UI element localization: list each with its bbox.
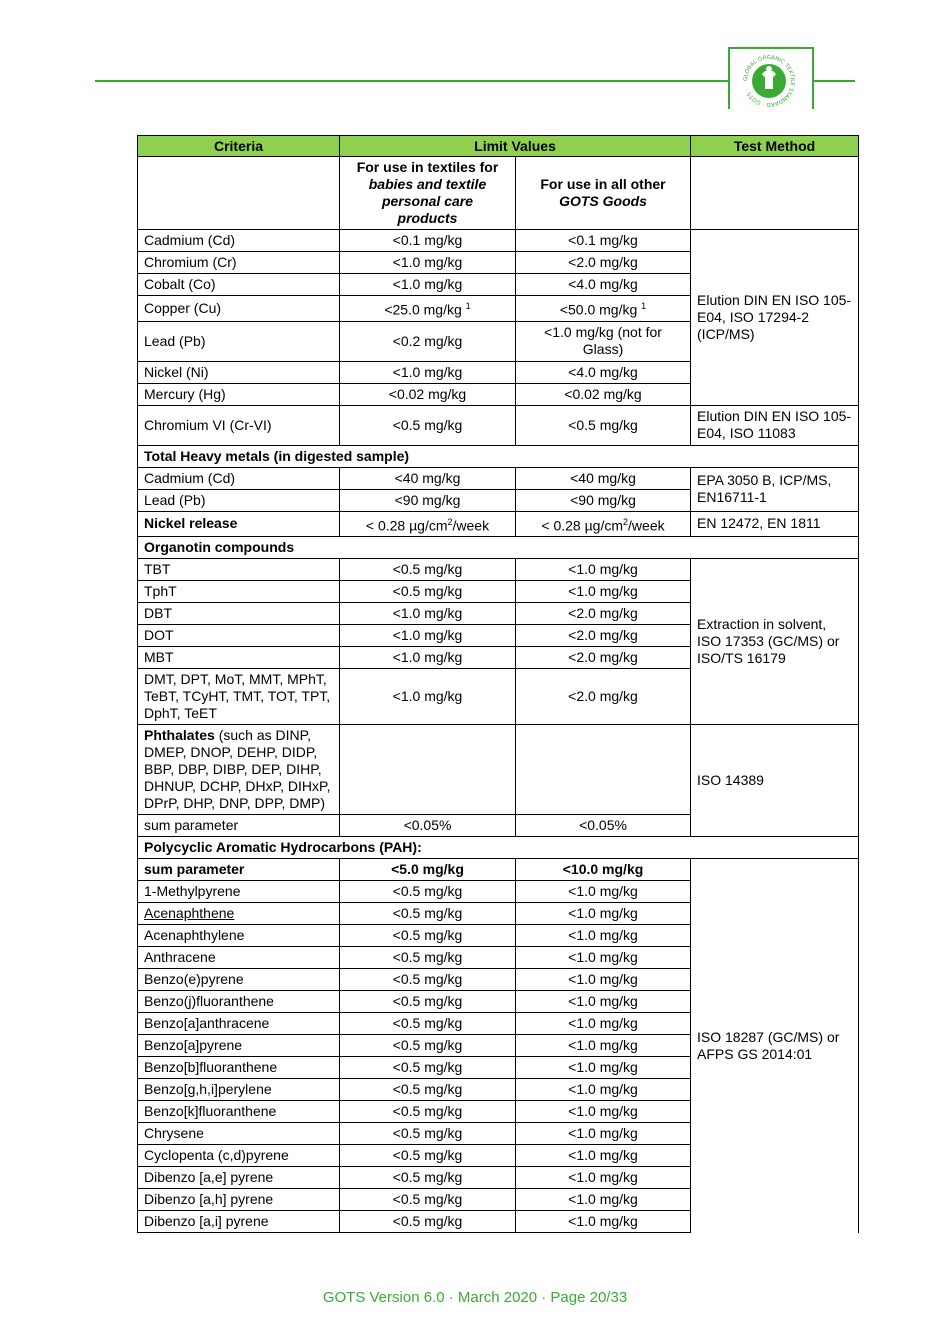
cell-criteria: Nickel release [138, 511, 340, 537]
cell-method: ISO 14389 [691, 725, 859, 837]
cell-other: <4.0 mg/kg [516, 361, 691, 383]
cell-other: <40 mg/kg [516, 467, 691, 489]
cell-babies-empty [340, 725, 516, 815]
cell-other: <2.0 mg/kg [516, 603, 691, 625]
cell-babies-value: <25.0 mg/kg [384, 301, 462, 318]
cell-other: <2.0 mg/kg [516, 252, 691, 274]
table-row [138, 230, 859, 252]
cell-babies [340, 511, 516, 537]
cell-other: <10.0 mg/kg [516, 859, 691, 881]
cell-babies: <0.5 mg/kg [340, 1101, 516, 1123]
cell-other: <2.0 mg/kg [516, 625, 691, 647]
logo-frame [728, 47, 814, 109]
cell-criteria: DMT, DPT, MoT, MMT, MPhT, TeBT, TCyHT, TMT, TOT, TPT, DphT, TeET [138, 669, 340, 725]
subheader-babies-l2: babies and textile [368, 176, 487, 192]
subheader-babies [340, 157, 516, 230]
cell-babies: <0.02 mg/kg [340, 383, 516, 405]
section-row [138, 537, 859, 559]
cell-criteria: sum parameter [138, 859, 340, 881]
cell-other: <1.0 mg/kg [516, 1211, 691, 1233]
cell-babies: <1.0 mg/kg [340, 647, 516, 669]
subheader-babies-l3: personal care [381, 193, 474, 209]
cell-criteria: Cobalt (Co) [138, 274, 340, 296]
cell-criteria: Chrysene [138, 1123, 340, 1145]
cell-criteria: Lead (Pb) [138, 321, 340, 361]
cell-babies: <0.5 mg/kg [340, 1013, 516, 1035]
cell-babies: <0.5 mg/kg [340, 925, 516, 947]
cell-other: <1.0 mg/kg (not for Glass) [516, 321, 691, 361]
cell-other-empty [516, 725, 691, 815]
cell-other: <1.0 mg/kg [516, 925, 691, 947]
header-criteria: Criteria [138, 136, 340, 157]
footnote-ref: 1 [641, 301, 647, 311]
cell-babies: <0.5 mg/kg [340, 1057, 516, 1079]
table-row [138, 467, 859, 489]
cell-other: <0.1 mg/kg [516, 230, 691, 252]
cell-other: <4.0 mg/kg [516, 274, 691, 296]
cell-criteria: Benzo(j)fluoranthene [138, 991, 340, 1013]
cell-babies: <90 mg/kg [340, 489, 516, 511]
cell-criteria: MBT [138, 647, 340, 669]
cell-other: <1.0 mg/kg [516, 881, 691, 903]
nickel-sup: 2 [623, 516, 629, 527]
cell-other: <1.0 mg/kg [516, 969, 691, 991]
cell-criteria: Acenaphthene [138, 903, 340, 925]
cell-babies: <0.5 mg/kg [340, 903, 516, 925]
cell-babies: <0.5 mg/kg [340, 1167, 516, 1189]
cell-other: <1.0 mg/kg [516, 991, 691, 1013]
cell-method: ISO 18287 (GC/MS) or AFPS GS 2014:01 [691, 859, 859, 1233]
cell-babies: <0.5 mg/kg [340, 559, 516, 581]
cell-other [516, 296, 691, 322]
cell-other: <1.0 mg/kg [516, 1035, 691, 1057]
cell-method: EPA 3050 B, ICP/MS, EN16711-1 [691, 467, 859, 511]
cell-criteria: Mercury (Hg) [138, 383, 340, 405]
cell-babies: <0.5 mg/kg [340, 581, 516, 603]
table-row [138, 725, 859, 815]
cell-other: <1.0 mg/kg [516, 1189, 691, 1211]
cell-method: EN 12472, EN 1811 [691, 511, 859, 537]
cell-criteria: Cadmium (Cd) [138, 230, 340, 252]
cell-criteria: TBT [138, 559, 340, 581]
table-row [138, 859, 859, 881]
section-title: Polycyclic Aromatic Hydrocarbons (PAH): [138, 837, 859, 859]
cell-other: <1.0 mg/kg [516, 1101, 691, 1123]
cell-other: <1.0 mg/kg [516, 1123, 691, 1145]
cell-criteria [138, 725, 340, 815]
cell-babies: <0.5 mg/kg [340, 1079, 516, 1101]
cell-babies: <1.0 mg/kg [340, 252, 516, 274]
cell-other: <1.0 mg/kg [516, 1167, 691, 1189]
cell-other: <90 mg/kg [516, 489, 691, 511]
cell-other: <1.0 mg/kg [516, 559, 691, 581]
cell-other: <0.05% [516, 815, 691, 837]
cell-other: <1.0 mg/kg [516, 1057, 691, 1079]
table-row [138, 511, 859, 537]
nickel-value: < 0.28 µg/cm [541, 517, 624, 534]
cell-babies [340, 296, 516, 322]
cell-other: <0.5 mg/kg [516, 405, 691, 445]
subheader-other-l2: GOTS Goods [559, 193, 647, 209]
criteria-table [137, 135, 859, 1233]
footnote-ref: 1 [465, 301, 471, 311]
page-footer: GOTS Version 6.0 · March 2020 · Page 20/33 [322, 1289, 628, 1306]
cell-other: <1.0 mg/kg [516, 581, 691, 603]
cell-other: <1.0 mg/kg [516, 947, 691, 969]
cell-babies: <0.05% [340, 815, 516, 837]
cell-criteria: Nickel (Ni) [138, 361, 340, 383]
section-title: Organotin compounds [138, 537, 859, 559]
nickel-value: < 0.28 µg/cm [365, 517, 448, 534]
cell-babies: <0.5 mg/kg [340, 969, 516, 991]
table-row [138, 559, 859, 581]
section-row [138, 837, 859, 859]
cell-babies: <0.5 mg/kg [340, 405, 516, 445]
nickel-unit: /week [628, 517, 665, 534]
subheader-other [516, 157, 691, 230]
cell-criteria: 1-Methylpyrene [138, 881, 340, 903]
cell-babies: <0.2 mg/kg [340, 321, 516, 361]
cell-criteria: Cyclopenta (c,d)pyrene [138, 1145, 340, 1167]
cell-babies: <1.0 mg/kg [340, 274, 516, 296]
cell-criteria: Dibenzo [a,e] pyrene [138, 1167, 340, 1189]
cell-criteria: Benzo(e)pyrene [138, 969, 340, 991]
cell-babies: <40 mg/kg [340, 467, 516, 489]
cell-criteria: Benzo[a]pyrene [138, 1035, 340, 1057]
cell-method: Elution DIN EN ISO 105-E04, ISO 11083 [691, 405, 859, 445]
phthalates-title: Phthalates [144, 727, 215, 744]
table-header-row [138, 136, 859, 157]
nickel-sup: 2 [447, 516, 453, 527]
cell-other: <1.0 mg/kg [516, 1013, 691, 1035]
cell-babies: <1.0 mg/kg [340, 669, 516, 725]
cell-criteria: Chromium VI (Cr-VI) [138, 405, 340, 445]
subheader-empty [138, 157, 340, 230]
subheader-babies-l1: For use in textiles for [356, 159, 499, 175]
cell-criteria: sum parameter [138, 815, 340, 837]
gots-logo-icon [740, 52, 798, 110]
cell-babies: <1.0 mg/kg [340, 361, 516, 383]
cell-babies: <1.0 mg/kg [340, 603, 516, 625]
cell-criteria: DBT [138, 603, 340, 625]
logo-ring-text: GLOBAL ORGANIC TEXTILE STANDARD · GOTS · [742, 54, 796, 108]
section-row [138, 445, 859, 467]
cell-babies: <0.5 mg/kg [340, 1145, 516, 1167]
cell-other: <1.0 mg/kg [516, 1145, 691, 1167]
cell-babies: <0.5 mg/kg [340, 1123, 516, 1145]
cell-babies: <0.1 mg/kg [340, 230, 516, 252]
cell-other [516, 511, 691, 537]
cell-criteria: Benzo[g,h,i]perylene [138, 1079, 340, 1101]
cell-criteria: Copper (Cu) [138, 296, 340, 322]
cell-criteria: Dibenzo [a,h] pyrene [138, 1189, 340, 1211]
cell-criteria: Lead (Pb) [138, 489, 340, 511]
subheader-row [138, 157, 859, 230]
header-limit-values: Limit Values [340, 136, 691, 157]
cell-criteria: DOT [138, 625, 340, 647]
cell-other: <1.0 mg/kg [516, 903, 691, 925]
subheader-method-empty [691, 157, 859, 230]
cell-other: <1.0 mg/kg [516, 1079, 691, 1101]
cell-criteria: Benzo[b]fluoranthene [138, 1057, 340, 1079]
cell-other-value: <50.0 mg/kg [559, 301, 638, 318]
cell-criteria: Benzo[k]fluoranthene [138, 1101, 340, 1123]
cell-babies: <0.5 mg/kg [340, 881, 516, 903]
subheader-other-l1: For use in all other [540, 176, 666, 192]
phthalates-list: (such as DINP, DMEP, DNOP, DEHP, DIDP, BBP, DBP, DIBP, DEP, DIHP, DHNUP, DCHP, DHxP, DIHxP, DPrP, DHP, DNP, DPP, DMP) [144, 727, 331, 812]
cell-criteria: TphT [138, 581, 340, 603]
cell-babies: <5.0 mg/kg [340, 859, 516, 881]
cell-babies: <0.5 mg/kg [340, 991, 516, 1013]
cell-other: <2.0 mg/kg [516, 647, 691, 669]
cell-babies: <0.5 mg/kg [340, 947, 516, 969]
section-title: Total Heavy metals (in digested sample) [138, 445, 859, 467]
cell-criteria: Anthracene [138, 947, 340, 969]
table-row [138, 405, 859, 445]
cell-criteria: Chromium (Cr) [138, 252, 340, 274]
cell-criteria: Benzo[a]anthracene [138, 1013, 340, 1035]
nickel-unit: /week [452, 517, 490, 534]
cell-babies: <1.0 mg/kg [340, 625, 516, 647]
cell-method: Elution DIN EN ISO 105-E04, ISO 17294-2 (ICP/MS) [691, 230, 859, 406]
cell-babies: <0.5 mg/kg [340, 1035, 516, 1057]
cell-method: Extraction in solvent, ISO 17353 (GC/MS) or ISO/TS 16179 [691, 559, 859, 725]
cell-criteria: Cadmium (Cd) [138, 467, 340, 489]
cell-babies: <0.5 mg/kg [340, 1189, 516, 1211]
cell-criteria: Dibenzo [a,i] pyrene [138, 1211, 340, 1233]
header-test-method: Test Method [691, 136, 859, 157]
cell-babies: <0.5 mg/kg [340, 1211, 516, 1233]
cell-other: <2.0 mg/kg [516, 669, 691, 725]
cell-criteria: Acenaphthylene [138, 925, 340, 947]
subheader-babies-l4: products [397, 210, 458, 226]
cell-other: <0.02 mg/kg [516, 383, 691, 405]
